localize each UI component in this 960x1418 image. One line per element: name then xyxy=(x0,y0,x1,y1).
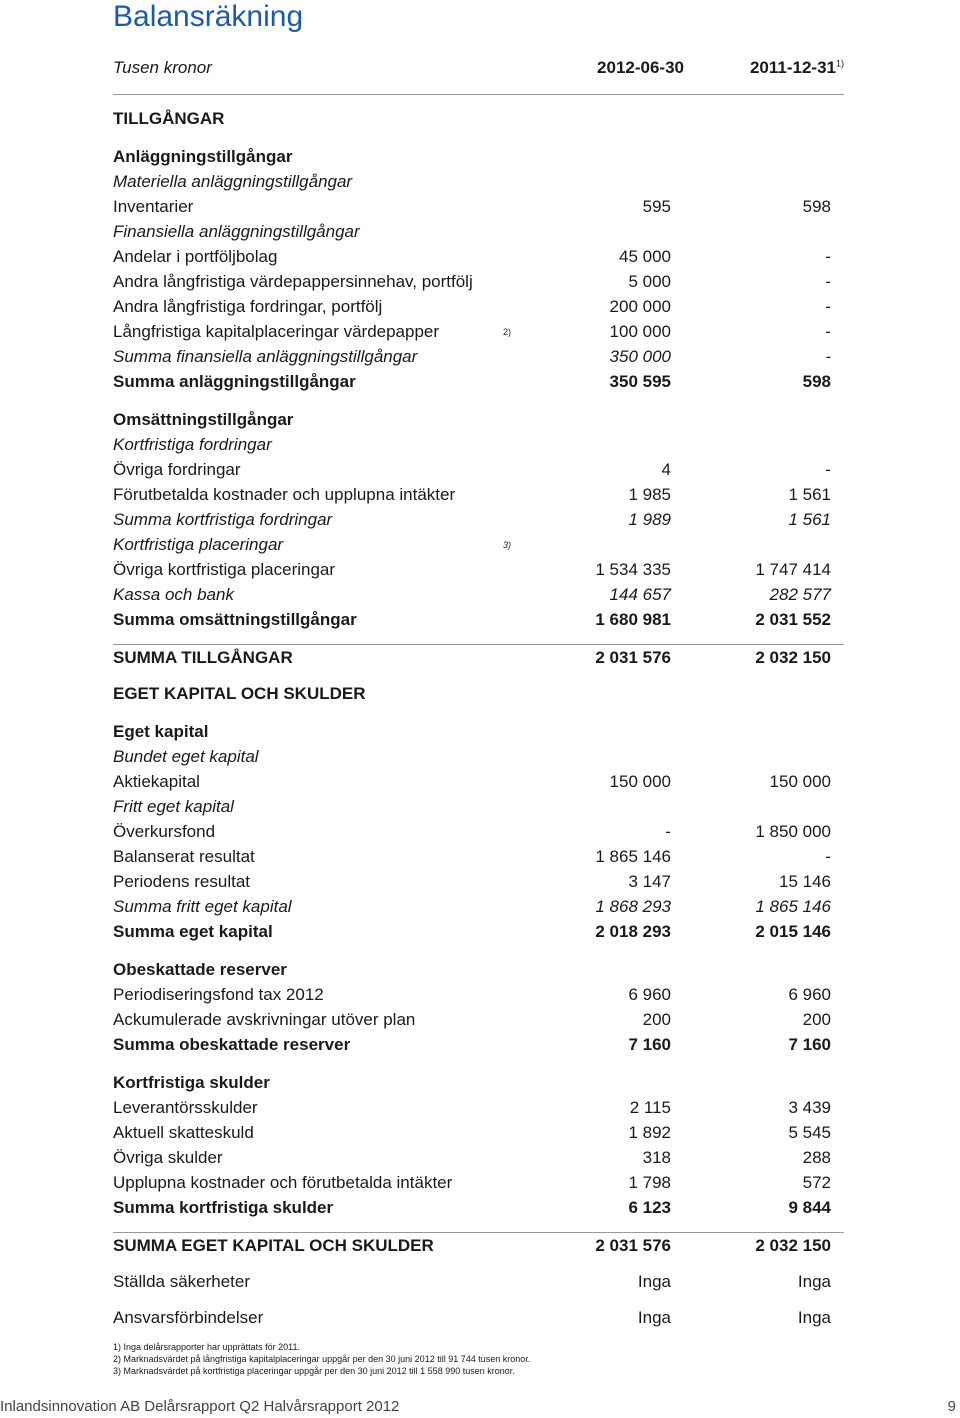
value-2011: 2 032 150 xyxy=(755,647,831,667)
value-2012: Inga xyxy=(637,1271,671,1291)
value-2012: 1 892 xyxy=(628,1122,671,1142)
table-row xyxy=(113,957,831,982)
row-label: Andra långfristiga värdepappersinnehav, portfölj xyxy=(113,271,473,291)
row-label: Kortfristiga skulder xyxy=(113,1072,270,1092)
row-label: Aktuell skatteskuld xyxy=(113,1122,254,1142)
table-row xyxy=(113,769,831,794)
page-footer xyxy=(0,1398,960,1418)
value-2011: 282 577 xyxy=(769,584,831,604)
value-2012: 100 000 xyxy=(609,321,671,341)
table-row xyxy=(113,269,831,294)
row-label: Förutbetalda kostnader och upplupna intäkter xyxy=(113,484,456,504)
footnote-ref: 2) xyxy=(502,326,511,337)
row-label: Periodiseringsfond tax 2012 xyxy=(113,984,324,1004)
table-row xyxy=(113,169,831,194)
row-label: Bundet eget kapital xyxy=(113,746,259,766)
column-2011-12-31: 2011-12-31$^{1)}$ xyxy=(749,58,844,77)
footnotes xyxy=(113,1341,530,1377)
row-label: Omsättningstillgångar xyxy=(113,409,294,429)
row-spacer xyxy=(113,1057,831,1070)
value-2011: 1 747 414 xyxy=(755,559,831,579)
table-row xyxy=(113,1007,831,1032)
table-row xyxy=(113,719,831,744)
row-spacer xyxy=(113,706,831,719)
value-2012: 1 680 981 xyxy=(595,609,671,629)
row-label: Kortfristiga placeringar xyxy=(113,534,284,554)
value-2011: - xyxy=(825,296,831,316)
row-label: Summa anläggningstillgångar xyxy=(113,371,356,391)
table-row xyxy=(113,894,831,919)
value-2012: 200 xyxy=(642,1009,671,1029)
table-row xyxy=(113,1170,831,1195)
table-row xyxy=(113,582,831,607)
footnote: 2) Marknadsvärdet på långfristiga kapitalplaceringar uppgår per den 30 juni 2012 till 91 744 tusen kronor. xyxy=(113,1354,531,1364)
value-2012: 200 000 xyxy=(609,296,671,316)
row-label: Fritt eget kapital xyxy=(113,796,234,816)
value-2012: 45 000 xyxy=(619,246,671,266)
table-row xyxy=(113,819,831,844)
row-label: TILLGÅNGAR xyxy=(113,108,225,128)
row-label: Summa kortfristiga skulder xyxy=(113,1197,334,1217)
row-label: Upplupna kostnader och förutbetalda intäkter xyxy=(113,1172,453,1192)
row-label: Obeskattade reserver xyxy=(113,959,287,979)
row-label: Summa fritt eget kapital xyxy=(113,896,292,916)
value-2011: 150 000 xyxy=(769,771,831,791)
row-label: Leverantörsskulder xyxy=(113,1097,258,1117)
value-2011: 1 850 000 xyxy=(755,821,831,841)
row-spacer xyxy=(113,1258,831,1269)
row-label: Anläggningstillgångar xyxy=(113,146,293,166)
table-row xyxy=(113,244,831,269)
row-label: Övriga fordringar xyxy=(113,459,241,479)
value-2012: 6 960 xyxy=(628,984,671,1004)
row-label: Summa omsättningstillgångar xyxy=(113,609,357,629)
table-row xyxy=(113,557,831,582)
page-title: Balansräkning xyxy=(113,0,304,33)
table-row xyxy=(113,219,831,244)
footnote-ref: 1) xyxy=(835,58,844,69)
value-2011: 6 960 xyxy=(788,984,831,1004)
row-label: Långfristiga kapitalplaceringar värdepapper xyxy=(113,321,440,341)
value-2012: 150 000 xyxy=(609,771,671,791)
row-label: EGET KAPITAL OCH SKULDER xyxy=(113,683,366,703)
row-label: Överkursfond xyxy=(113,821,216,841)
table-row xyxy=(113,1195,831,1220)
value-2011: 200 xyxy=(802,1009,831,1029)
value-2012: 6 123 xyxy=(628,1197,671,1217)
table-row xyxy=(113,1120,831,1145)
table-row xyxy=(113,744,831,769)
table-row xyxy=(113,106,831,131)
table-row xyxy=(113,844,831,869)
table-row xyxy=(113,482,831,507)
row-label: Ackumulerade avskrivningar utöver plan xyxy=(113,1009,416,1029)
row-label: Finansiella anläggningstillgångar xyxy=(113,221,360,241)
row-label: Balanserat resultat xyxy=(113,846,255,866)
value-2012: Inga xyxy=(637,1307,671,1327)
value-2011: Inga xyxy=(797,1307,831,1327)
value-2011: 598 xyxy=(802,371,831,391)
row-label: Summa kortfristiga fordringar xyxy=(113,509,333,529)
page-number: 9 xyxy=(947,1398,956,1415)
value-2012: 1 985 xyxy=(628,484,671,504)
value-2012: 595 xyxy=(642,196,671,216)
table-row xyxy=(113,407,831,432)
value-2012: 1 798 xyxy=(628,1172,671,1192)
table-row xyxy=(113,369,831,394)
value-2011: 598 xyxy=(802,196,831,216)
value-2012: 3 147 xyxy=(628,871,671,891)
table-row xyxy=(113,1095,831,1120)
row-spacer xyxy=(113,944,831,957)
value-2011: 2 015 146 xyxy=(755,921,831,941)
value-2012: 1 989 xyxy=(628,509,671,529)
value-2011: 288 xyxy=(802,1147,831,1167)
row-label: SUMMA TILLGÅNGAR xyxy=(113,647,293,667)
value-2011: 3 439 xyxy=(788,1097,831,1117)
value-2012: 5 000 xyxy=(628,271,671,291)
balance-rows xyxy=(113,95,831,1330)
table-row xyxy=(113,982,831,1007)
table-row xyxy=(113,1233,831,1258)
value-2011: 2 032 150 xyxy=(755,1235,831,1255)
value-2012: 350 000 xyxy=(609,346,671,366)
row-spacer xyxy=(113,95,831,106)
row-label: Aktiekapital xyxy=(113,771,200,791)
table-row xyxy=(113,607,831,632)
table-row xyxy=(113,1032,831,1057)
row-spacer xyxy=(113,670,831,681)
row-label: Eget kapital xyxy=(113,721,209,741)
value-2011: Inga xyxy=(797,1271,831,1291)
unit-label: Tusen kronor xyxy=(113,58,212,77)
value-2012: 2 031 576 xyxy=(595,1235,671,1255)
value-2011: 9 844 xyxy=(788,1197,831,1217)
table-row xyxy=(113,432,831,457)
table-row xyxy=(113,645,831,670)
footnote: 1) Inga delårsrapporter har upprättats för 2011. xyxy=(113,1342,300,1352)
table-row xyxy=(113,319,831,344)
value-2011: - xyxy=(825,459,831,479)
table-row xyxy=(113,344,831,369)
balance-sheet xyxy=(113,58,844,1330)
row-label: Kassa och bank xyxy=(113,584,234,604)
value-2012: 4 xyxy=(661,459,671,479)
table-row xyxy=(113,1145,831,1170)
row-spacer xyxy=(113,131,831,144)
row-label: Materiella anläggningstillgångar xyxy=(113,171,353,191)
value-2012: 1 868 293 xyxy=(595,896,671,916)
row-label: Summa obeskattade reserver xyxy=(113,1034,351,1054)
row-label: Övriga kortfristiga placeringar xyxy=(113,559,336,579)
value-2011: 15 146 xyxy=(779,871,831,891)
table-row xyxy=(113,144,831,169)
row-label: Övriga skulder xyxy=(113,1147,223,1167)
value-2012: 1 534 335 xyxy=(595,559,671,579)
table-row xyxy=(113,532,831,557)
row-label: Ställda säkerheter xyxy=(113,1271,251,1291)
value-2011: - xyxy=(825,846,831,866)
column-header xyxy=(113,58,844,95)
footnote: 3) Marknadsvärdet på kortfristiga placeringar uppgår per den 30 juni 2012 till 1 558 990 tusen kronor. xyxy=(113,1366,515,1376)
footer-title: Inlandsinnovation AB Delårsrapport Q2 Halvårsrapport 2012 xyxy=(0,1398,400,1415)
value-2011: 1 865 146 xyxy=(755,896,831,916)
row-label: Andelar i portföljbolag xyxy=(113,246,278,266)
value-2011: 7 160 xyxy=(788,1034,831,1054)
value-2012: 7 160 xyxy=(628,1034,671,1054)
row-label: Periodens resultat xyxy=(113,871,251,891)
row-label: Summa finansiella anläggningstillgångar xyxy=(113,346,418,366)
table-row xyxy=(113,869,831,894)
table-row xyxy=(113,919,831,944)
value-2012: 144 657 xyxy=(609,584,671,604)
table-row xyxy=(113,794,831,819)
row-label: Ansvarsförbindelser xyxy=(113,1307,264,1327)
value-2012: 2 018 293 xyxy=(595,921,671,941)
row-label: SUMMA EGET KAPITAL OCH SKULDER xyxy=(113,1235,434,1255)
value-2011: 2 031 552 xyxy=(755,609,831,629)
value-2011: - xyxy=(825,346,831,366)
value-2012: 1 865 146 xyxy=(595,846,671,866)
table-row xyxy=(113,1269,831,1294)
row-label: Inventarier xyxy=(113,196,194,216)
table-row xyxy=(113,194,831,219)
table-row xyxy=(113,1305,831,1330)
table-row xyxy=(113,681,831,706)
value-2012: 350 595 xyxy=(609,371,671,391)
row-spacer xyxy=(113,394,831,407)
table-row xyxy=(113,294,831,319)
footnote-ref: 3) xyxy=(502,539,511,550)
value-2011: 1 561 xyxy=(788,484,831,504)
value-2012: 2 031 576 xyxy=(595,647,671,667)
value-2012: 2 115 xyxy=(629,1097,671,1117)
row-label: Andra långfristiga fordringar, portfölj xyxy=(113,296,383,316)
value-2012: - xyxy=(665,821,671,841)
table-row xyxy=(113,1070,831,1095)
table-row xyxy=(113,507,831,532)
value-2011: - xyxy=(825,246,831,266)
row-label: Summa eget kapital xyxy=(113,921,273,941)
value-2011: 572 xyxy=(802,1172,831,1192)
table-row xyxy=(113,457,831,482)
value-2011: - xyxy=(825,321,831,341)
value-2011: 5 545 xyxy=(788,1122,831,1142)
value-2012: 318 xyxy=(642,1147,671,1167)
column-2012-06-30: 2012-06-30 xyxy=(597,58,684,77)
value-2011: - xyxy=(825,271,831,291)
row-label: Kortfristiga fordringar xyxy=(113,434,272,454)
value-2011: 1 561 xyxy=(788,509,831,529)
row-spacer xyxy=(113,1294,831,1305)
